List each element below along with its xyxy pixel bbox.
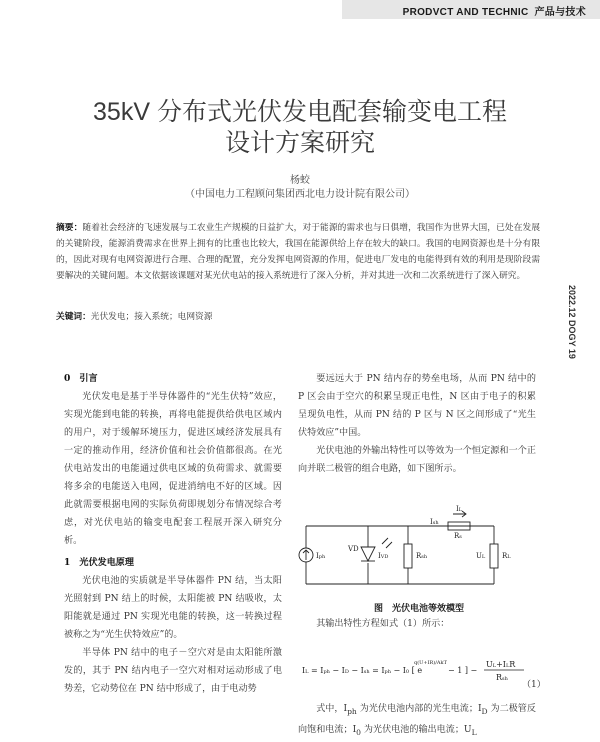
right-para-2: 光伏电池的外输出特性可以等效为一个恒定源和一个正向并联二极管的组合电路，如下图所示。: [298, 446, 536, 474]
right-para-3: 其输出特性方程如式（1）所示：: [316, 619, 450, 629]
label-rsh: Rsh: [416, 552, 428, 560]
abstract-label: 摘要：: [56, 223, 83, 233]
keywords-label: 关键词：: [56, 312, 91, 322]
svg-text:UL+ILR: UL+ILR: [486, 660, 516, 669]
header-en: PRODVCT AND TECHNIC: [402, 7, 529, 18]
right-para-1: 要远远大于 PN 结内存的势垒电场，从而 PN 结中的 P 区会由于空穴的积累呈现正电性，N 区由于电子的积累呈现负电性，从而 PN 结的 P 区与 N 区之间形成了“光生伏特效应”中国。: [298, 374, 536, 438]
header-cn: 产品与技术: [534, 7, 586, 18]
label-rs: Rs: [454, 532, 462, 540]
keywords: [56, 310, 540, 322]
abstract-text: 随着社会经济的飞速发展与工农业生产规模的日益扩大，对于能源的需求也与日俱增，我国作为世界大国，已处在发展的关键阶段，能源消费需求在世界上拥有的比重也比较大，我国在能源供给上存在较大的缺口。我国的电网资源也是十分有限的，因此对现有电网资源进行合理、合理的配置，充分发挥电网资源的作用，促进电厂发电的电能得到有效的利用是现阶段需要解决的关键问题。本文依据该课题对某光伏电站的接入系统进行了深入分析，并对其进一次和二次系统进行了深入研究。: [56, 223, 540, 281]
section-0-title: 0 引言: [64, 373, 98, 384]
section-1-text-2: 半导体 PN 结中的电子－空穴对是由太阳能所激发的，其于 PN 结内电子一空穴对相对运动形成了电势差，它动势位在 PN 结中形成了，由于电动势: [64, 648, 282, 694]
output-characteristic-equation: [298, 647, 540, 695]
keywords-text: 光伏发电；接入系统；电网资源: [90, 312, 213, 322]
equation-number: （1）: [522, 680, 546, 690]
issue-page-label: 2022.12 DOGY 19: [567, 285, 577, 359]
svg-text:− 1 ] −: − 1 ] −: [448, 666, 478, 675]
author-name: 杨蛟: [290, 175, 310, 186]
right-column-top: [298, 370, 536, 478]
section-0-text: 光伏发电是基于半导体器件的“光生伏特”效应，实现光能到电能的转换，再将电能提供给供电区域内的用户，对于缓解环境压力，促进区域经济发展具有一定的推动作用，经济价值和社会价值都很高。在光伏电站发出的电能通过供电区域的负荷需求、就需要将多余的电能送入电网，促进消纳电不好的区域。因此就需要根据电网的实际负荷即规划分布情况综合考虑，对光伏电站的输变电配套工程展开深入研究分析。: [64, 392, 282, 546]
label-vd: VD: [348, 545, 359, 553]
label-iph: Iph: [316, 552, 326, 560]
right-column-bottom: [298, 700, 536, 742]
header-section-label: [403, 3, 586, 18]
author-affiliation: （中国电力工程顾问集团西北电力设计院有限公司）: [185, 189, 415, 200]
right-column-formula-intro: [298, 615, 536, 633]
svg-text:q(U+IR)/AkT: q(U+IR)/AkT: [414, 660, 447, 666]
label-ul: UL: [476, 552, 486, 560]
right-para-4: 式中，$I_{ph}$ 为光伏电池内部的光生电流；$I_D$ 为二极管反向饱和电流；$I_0$ 为光伏电池的输出电流；$U_L$: [298, 704, 536, 737]
svg-text:Rsh: Rsh: [496, 673, 508, 682]
figure-caption: 图 光伏电池等效模型: [373, 604, 464, 614]
article-title-line2: 设计方案研究: [224, 129, 375, 157]
section-1-title: 1 光伏发电原理: [64, 557, 134, 568]
section-1-text: 光伏电池的实质就是半导体器件 PN 结，当太阳光照射到 PN 结上的时候，太阳能被 PN 结吸收，太阳能就是通过 PN 实现光电能的转换，这一转换过程被称之为“光生伏特效应”的。: [64, 576, 282, 640]
abstract: [56, 220, 540, 284]
article-title-line1: 35kV 分布式光伏发电配套输变电工程: [93, 98, 507, 126]
label-ivd: IVD: [378, 552, 389, 560]
left-column: [64, 370, 282, 698]
pv-equivalent-circuit-figure: [298, 504, 540, 596]
label-rl: RL: [502, 552, 511, 560]
page-header: [0, 0, 600, 19]
label-ish: Ish: [430, 518, 439, 526]
label-il: IL: [456, 505, 463, 513]
svg-text:IL = Iph − ID − Ish = Iph − I0: IL = Iph − ID − Ish = Iph − I0 [ e: [302, 666, 423, 675]
